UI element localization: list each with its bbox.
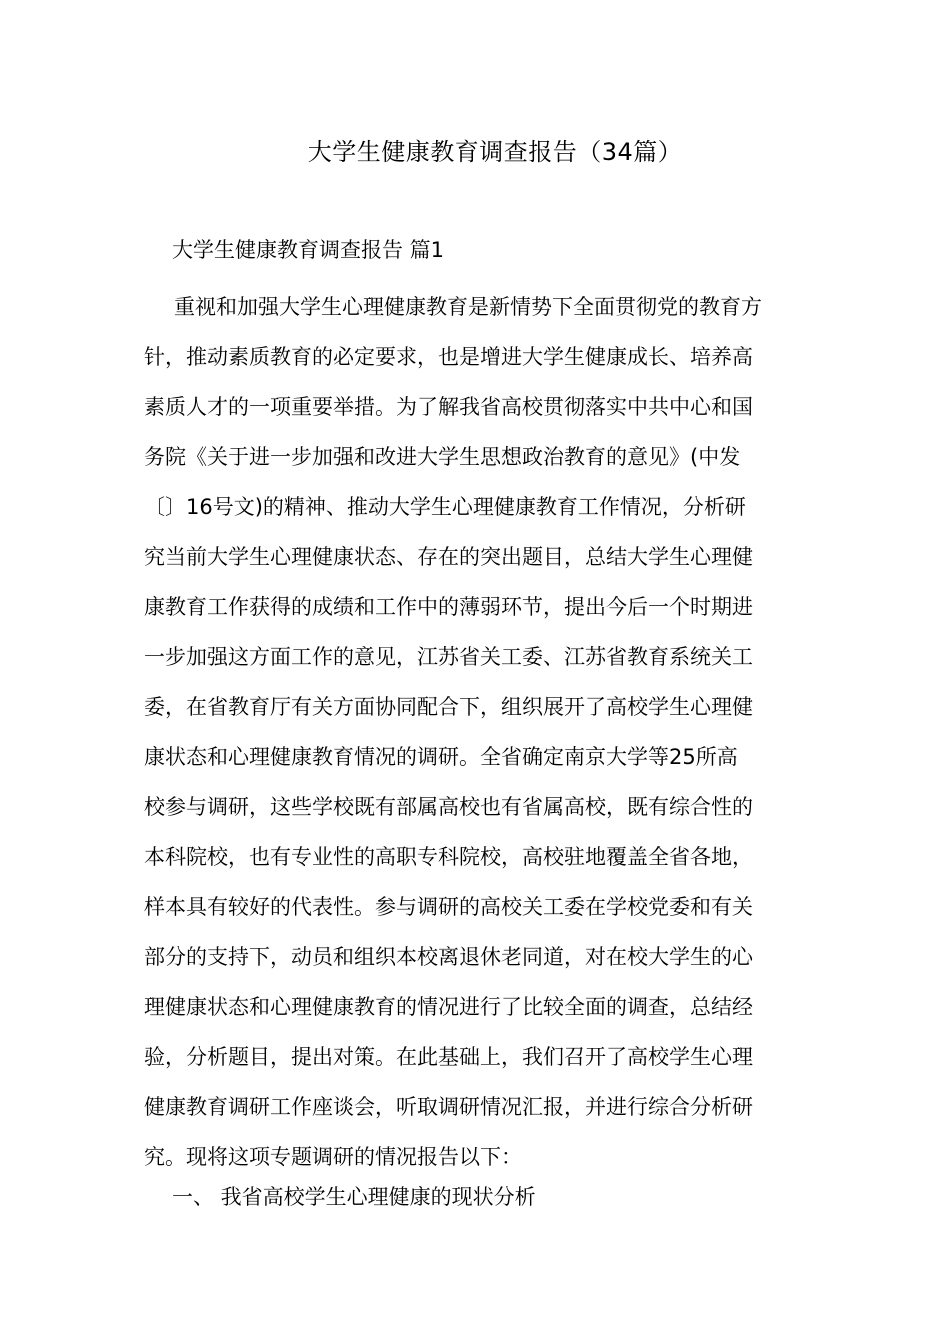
paragraph-line: 验，分析题目，提出对策。在此基础上，我们召开了高校学生心理	[144, 1045, 753, 1069]
subsection-heading: 一、 我省高校学生心理健康的现状分析	[172, 1185, 536, 1209]
paragraph-line: 针，推动素质教育的必定要求，也是增进大学生健康成长、培养高	[144, 345, 753, 369]
paragraph-line: 一步加强这方面工作的意见，江苏省关工委、江苏省教育系统关工	[144, 645, 753, 669]
section-heading: 大学生健康教育调查报告 篇1	[172, 238, 445, 262]
paragraph-line: 究。现将这项专题调研的情况报告以下：	[144, 1145, 522, 1169]
paragraph-line: 校参与调研，这些学校既有部属高校也有省属高校，既有综合性的	[144, 795, 753, 819]
document-title: 大学生健康教育调查报告（34篇）	[307, 138, 683, 166]
paragraph-line: 健康教育调研工作座谈会，听取调研情况汇报，并进行综合分析研	[144, 1095, 753, 1119]
paragraph-line: 康状态和心理健康教育情况的调研。全省确定南京大学等25所高	[144, 745, 738, 769]
paragraph-line: 究当前大学生心理健康状态、存在的突出题目，总结大学生心理健	[144, 545, 753, 569]
paragraph-line: 务院《关于进一步加强和改进大学生思想政治教育的意见》(中发	[144, 445, 741, 469]
paragraph-line: 素质人才的一项重要举措。为了解我省高校贯彻落实中共中心和国	[144, 395, 753, 419]
paragraph-line: 本科院校，也有专业性的高职专科院校，高校驻地覆盖全省各地，	[144, 845, 753, 869]
paragraph-line: 样本具有较好的代表性。参与调研的高校关工委在学校党委和有关	[144, 895, 753, 919]
body-paragraph	[144, 282, 808, 1182]
paragraph-line: 部分的支持下，动员和组织本校离退休老同道，对在校大学生的心	[144, 945, 753, 969]
paragraph-line: 委，在省教育厅有关方面协同配合下，组织展开了高校学生心理健	[144, 695, 753, 719]
paragraph-line: 理健康状态和心理健康教育的情况进行了比较全面的调查，总结经	[144, 995, 753, 1019]
paragraph-line: 康教育工作获得的成绩和工作中的薄弱环节，提出今后一个时期进	[144, 595, 753, 619]
paragraph-line: 〔〕16号文)的精神、推动大学生心理健康教育工作情况，分析研	[144, 495, 746, 519]
paragraph-line: 重视和加强大学生心理健康教育是新情势下全面贯彻党的教育方	[174, 295, 762, 319]
